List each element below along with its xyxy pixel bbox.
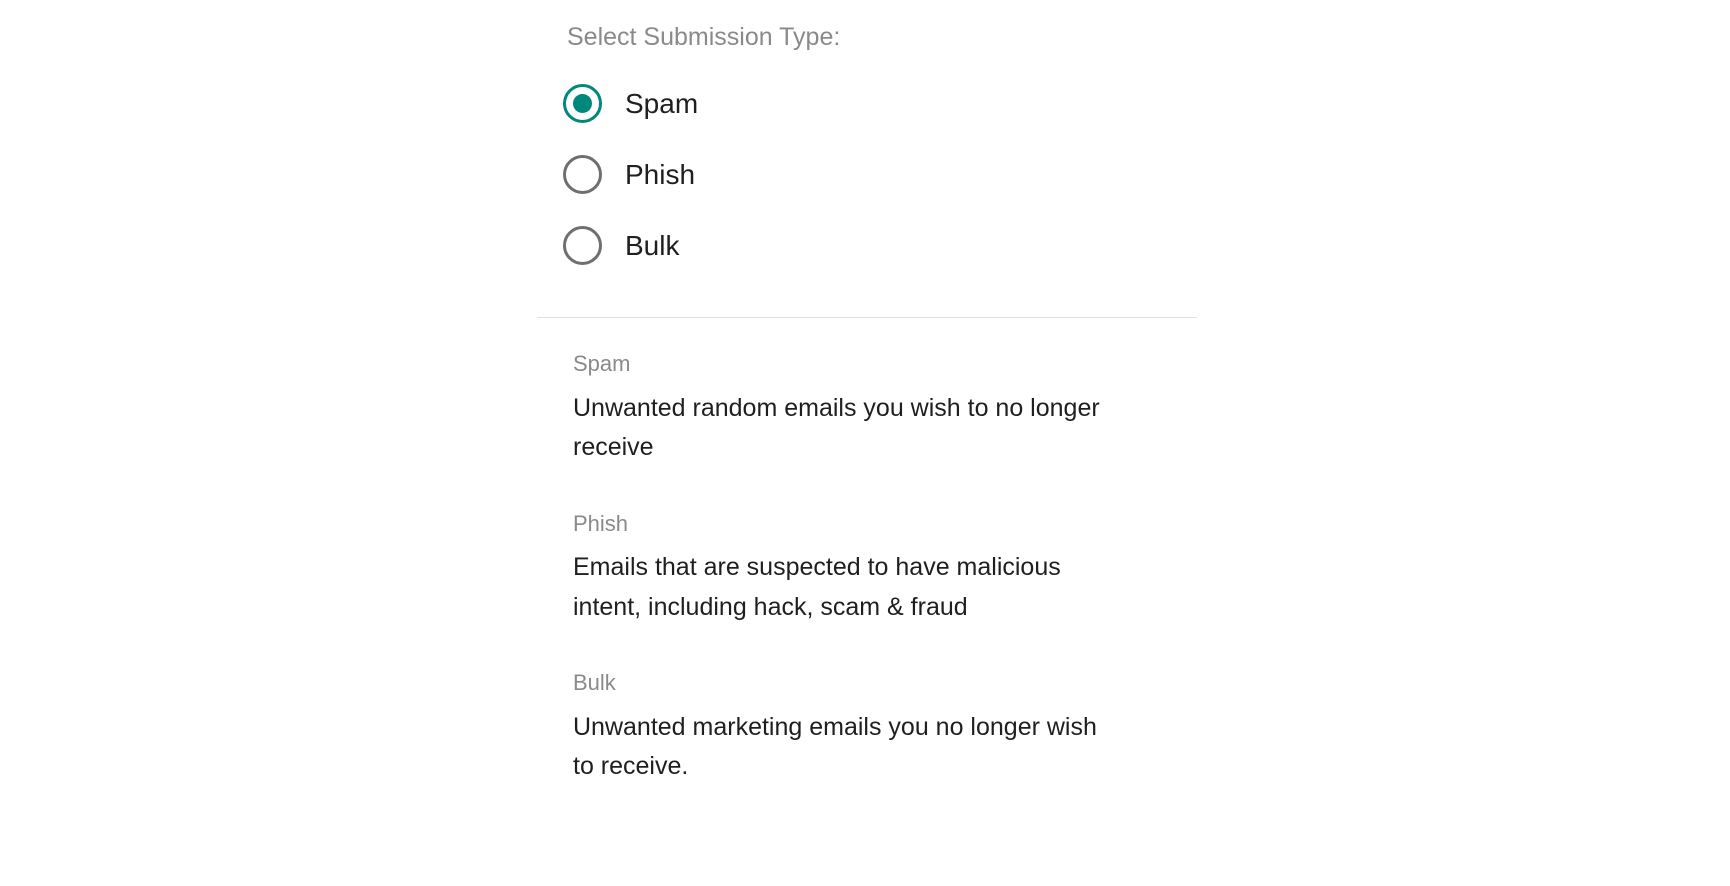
radio-option-label-spam: Spam	[625, 87, 699, 119]
radio-button-icon[interactable]	[563, 84, 602, 123]
definition-term-spam: Spam	[573, 351, 631, 376]
submission-type-panel	[537, 0, 1197, 829]
form-legend: Select Submission Type:	[567, 23, 841, 51]
definition-term-phish: Phish	[573, 510, 629, 536]
radio-option-label-phish: Phish	[625, 158, 696, 190]
definition-description-bulk: Unwanted marketing emails you no longer wish to receive.	[573, 712, 1097, 781]
radio-option-bulk[interactable]	[563, 210, 1197, 281]
radio-option-phish[interactable]	[563, 139, 1197, 210]
definition-description-spam: Unwanted random emails you wish to no longer receive	[573, 393, 1100, 462]
definition-description-phish: Emails that are suspected to have malicious intent, including hack, scam & fraud	[573, 553, 1061, 621]
definitions-list	[537, 318, 1197, 787]
definition-term-bulk: Bulk	[573, 670, 616, 696]
radio-selected-dot-icon	[573, 236, 592, 255]
radio-selected-dot-icon	[573, 165, 592, 184]
radio-selected-dot-icon	[573, 94, 592, 113]
radio-option-label-bulk: Bulk	[625, 229, 680, 261]
submission-type-radio-group	[537, 68, 1197, 281]
radio-button-icon[interactable]	[563, 226, 602, 265]
definition-item	[573, 669, 1197, 787]
definition-item	[573, 350, 1197, 468]
radio-button-icon[interactable]	[563, 155, 602, 194]
definition-item	[573, 510, 1197, 628]
radio-option-spam[interactable]	[563, 68, 1197, 139]
